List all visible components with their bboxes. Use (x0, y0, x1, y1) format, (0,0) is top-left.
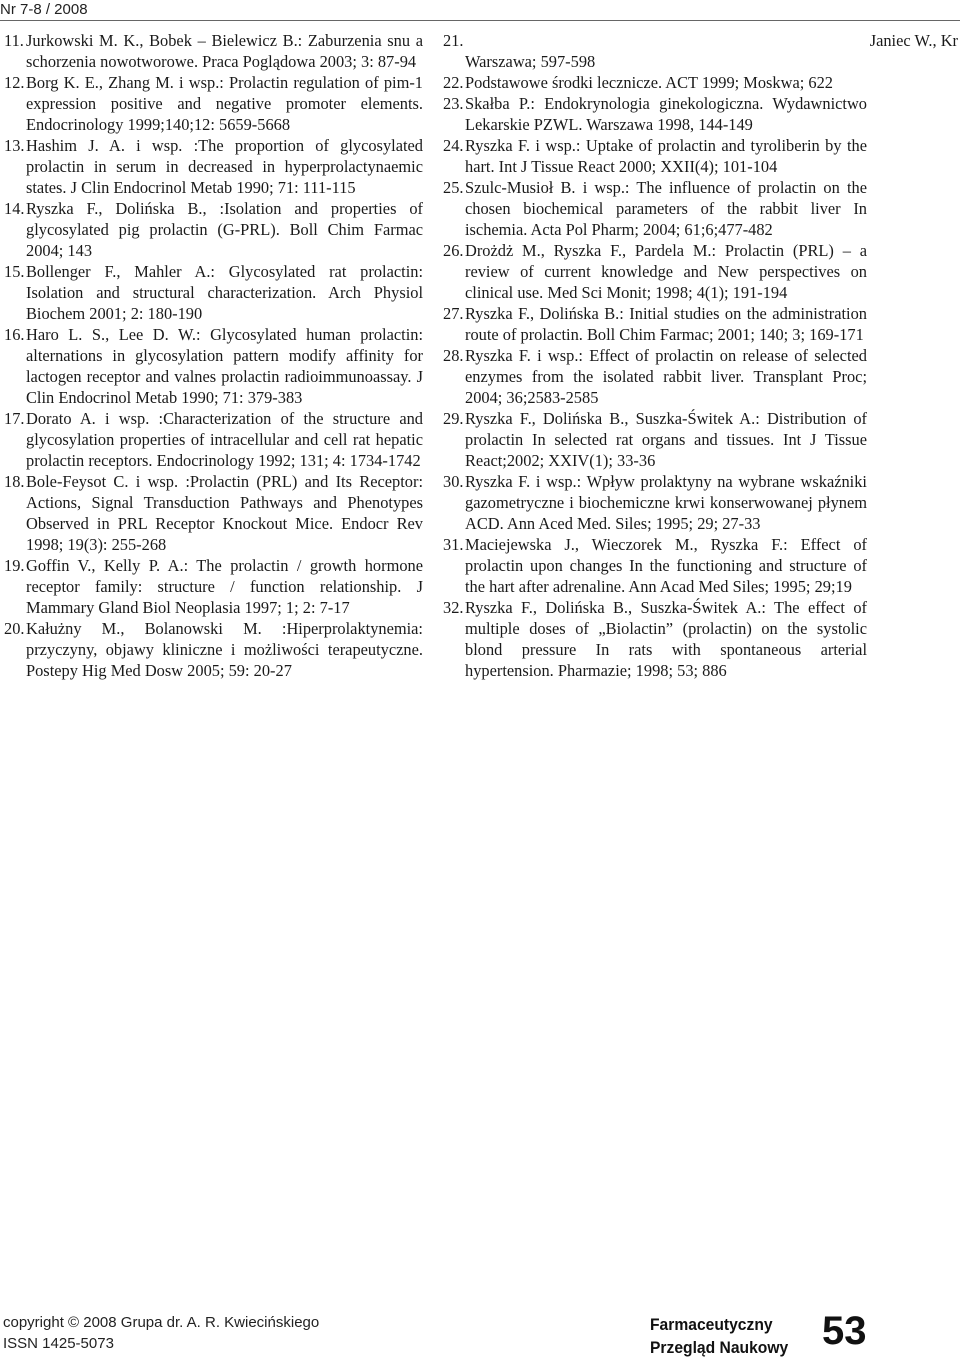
reference-text: Dorato A. i wsp. :Characterization of the structure and glycosylation properties of intracellular and cell rat hepatic prolactin receptors. Endocrinology 1992; 131; 4: 1734-1742 (26, 409, 423, 470)
reference-text: Goffin V., Kelly P. A.: The prolactin / growth hormone receptor family: structure / function relationship. J Mammary Gland Biol Neoplasia 1997; 1; 2: 7-17 (26, 556, 423, 617)
reference-item (4, 135, 423, 198)
reference-text: Bole-Feysot C. i wsp. :Prolactin (PRL) and Its Receptor: Actions, Signal Transduction Pathways and Phenotypes Observed in PRL Receptor Knockout Mice. Endocr Rev 1998; 19(3): 255-268 (26, 472, 423, 554)
reference-item (4, 72, 423, 135)
reference-number: 24. (443, 136, 464, 155)
reference-text: Bollenger F., Mahler A.: Glycosylated rat prolactin: Isolation and structural characterization. Arch Physiol Biochem 2001; 2: 180-190 (26, 262, 423, 323)
reference-item (443, 72, 867, 93)
reference-item (4, 471, 423, 555)
reference-text: Ryszka F., Dolińska B., Suszka-Świtek A.: Distribution of prolactin In selected rat organs and tissues. Int J Tissue React;2002; XXIV(1); 33-36 (465, 409, 867, 470)
issn-number: ISSN 1425-5073 (3, 1335, 114, 1352)
reference-number: 20. (4, 619, 25, 638)
reference-text: Ryszka F., Dolińska B., Suszka-Świtek A.: The effect of multiple doses of „Biolactin” (prolactin) on the systolic blond pressure In rats with spontaneous arterial hypertension. Pharmazie; 1998; 53; 886 (465, 598, 867, 680)
reference-text: Maciejewska J., Wieczorek M., Ryszka F.: Effect of prolactin upon changes In the functioning and structure of the hart after adrenaline. Ann Acad Med Siles; 1995; 29;19 (465, 535, 867, 596)
header-rule (0, 20, 960, 21)
footer-imprint (3, 1312, 319, 1354)
reference-item (443, 30, 867, 72)
journal-title-line2: Przegląd Naukowy (650, 1338, 789, 1357)
reference-text-continued: Warszawa; 597-598 (465, 52, 596, 71)
reference-text: Skałba P.: Endokrynologia ginekologiczna. Wydawnictwo Lekarskie PZWL. Warszawa 1998, 144-149 (465, 94, 867, 134)
reference-text: Drożdż M., Ryszka F., Pardela M.: Prolactin (PRL) – a review of current knowledge and New perspectives on clinical use. Med Sci Monit; 1998; 4(1); 191-194 (465, 241, 867, 302)
reference-item (443, 534, 867, 597)
reference-text: Ryszka F., Dolińska B., :Isolation and properties of glycosylated pig prolactin (G-PRL). Boll Chim Farmac 2004; 143 (26, 199, 423, 260)
reference-number: 14. (4, 199, 25, 218)
reference-number: 16. (4, 325, 25, 344)
reference-number: 11. (4, 31, 24, 50)
running-author: Janiec W., Kr (869, 31, 958, 50)
reference-text: Haro L. S., Lee D. W.: Glycosylated human prolactin: alternations in glycosylation pattern modify affinity for lactogen receptor and valnes prolactin radioimmunoassay. J Clin Endocrinol Metab 1990; 71: 379-383 (26, 325, 423, 407)
reference-item (443, 408, 867, 471)
references-right-column (443, 30, 867, 681)
reference-item (4, 408, 423, 471)
reference-text: Borg K. E., Zhang M. i wsp.: Prolactin regulation of pim-1 expression positive and negative promoter elements. Endocrinology 1999;140;12: 5659-5668 (26, 73, 423, 134)
reference-text: Szulc-Musioł B. i wsp.: The influence of prolactin on the chosen biochemical parameters of the rabbit liver In ischemia. Acta Pol Pharm; 2004; 61;6;477-482 (465, 178, 867, 239)
reference-number: 19. (4, 556, 25, 575)
reference-text: Ryszka F. i wsp.: Uptake of prolactin and tyroliberin by the hart. Int J Tissue React 2000; XXII(4); 101-104 (465, 136, 867, 176)
reference-number: 12. (4, 73, 25, 92)
copyright-notice: copyright © 2008 Grupa dr. A. R. Kwiecińskiego (3, 1314, 320, 1331)
reference-number: 22. (443, 73, 464, 92)
reference-item (4, 618, 423, 681)
journal-title-line1: Farmaceutyczny (650, 1315, 773, 1334)
reference-number: 23. (443, 94, 464, 113)
reference-number: 28. (443, 346, 464, 365)
reference-text: Kałużny M., Bolanowski M. :Hiperprolaktynemia: przyczyny, objawy kliniczne i możliwości terapeutyczne. Postepy Hig Med Dosw 2005; 59: 20-27 (26, 619, 423, 680)
reference-text: Ryszka F. i wsp.: Effect of prolactin on release of selected enzymes from the isolated rabbit liver. Transplant Proc; 2004; 36;2583-2585 (465, 346, 867, 407)
reference-number: 27. (443, 304, 464, 323)
reference-item (4, 324, 423, 408)
reference-number: 15. (4, 262, 25, 281)
reference-number: 31. (443, 535, 464, 554)
reference-item (443, 135, 867, 177)
reference-text: Jurkowski M. K., Bobek – Bielewicz B.: Zaburzenia snu a schorzenia nowotworowe. Praca Poglądowa 2003; 3: 87-94 (26, 31, 423, 71)
reference-item (4, 198, 423, 261)
reference-item (443, 93, 867, 135)
reference-item (443, 597, 867, 681)
reference-item (4, 261, 423, 324)
reference-item (443, 303, 867, 345)
references-left-column (4, 30, 423, 681)
reference-number: 29. (443, 409, 464, 428)
reference-item (443, 471, 867, 534)
reference-item (443, 240, 867, 303)
reference-number: 13. (4, 136, 25, 155)
reference-item (4, 555, 423, 618)
reference-text: Ryszka F. i wsp.: Wpływ prolaktyny na wybrane wskaźniki gazometryczne i biochemiczne krwi konserwowanej płynem ACD. Ann Aced Med. Siles; 1995; 29; 27-33 (465, 472, 867, 533)
journal-title (650, 1313, 788, 1359)
reference-number: 18. (4, 472, 25, 491)
reference-text: Ryszka F., Dolińska B.: Initial studies on the administration route of prolactin. Boll Chim Farmac; 2001; 140; 3; 169-171 (465, 304, 867, 344)
reference-text: Hashim J. A. i wsp. :The proportion of glycosylated prolactin in serum in decreased in hyperprolactynaemic states. J Clin Endocrinol Metab 1990; 71: 111-115 (26, 136, 423, 197)
reference-number: 26. (443, 241, 464, 260)
reference-number: 30. (443, 472, 464, 491)
reference-number: 17. (4, 409, 25, 428)
reference-item (443, 345, 867, 408)
reference-number: 32. (443, 598, 464, 617)
reference-text (465, 30, 867, 72)
reference-number: 21. (443, 31, 464, 50)
reference-text: Podstawowe środki lecznicze. ACT 1999; Moskwa; 622 (465, 73, 833, 92)
issue-number: Nr 7-8 / 2008 (0, 1, 88, 18)
reference-number: 25. (443, 178, 464, 197)
reference-item (4, 30, 423, 72)
reference-item (443, 177, 867, 240)
page-number: 53 (822, 1309, 867, 1353)
